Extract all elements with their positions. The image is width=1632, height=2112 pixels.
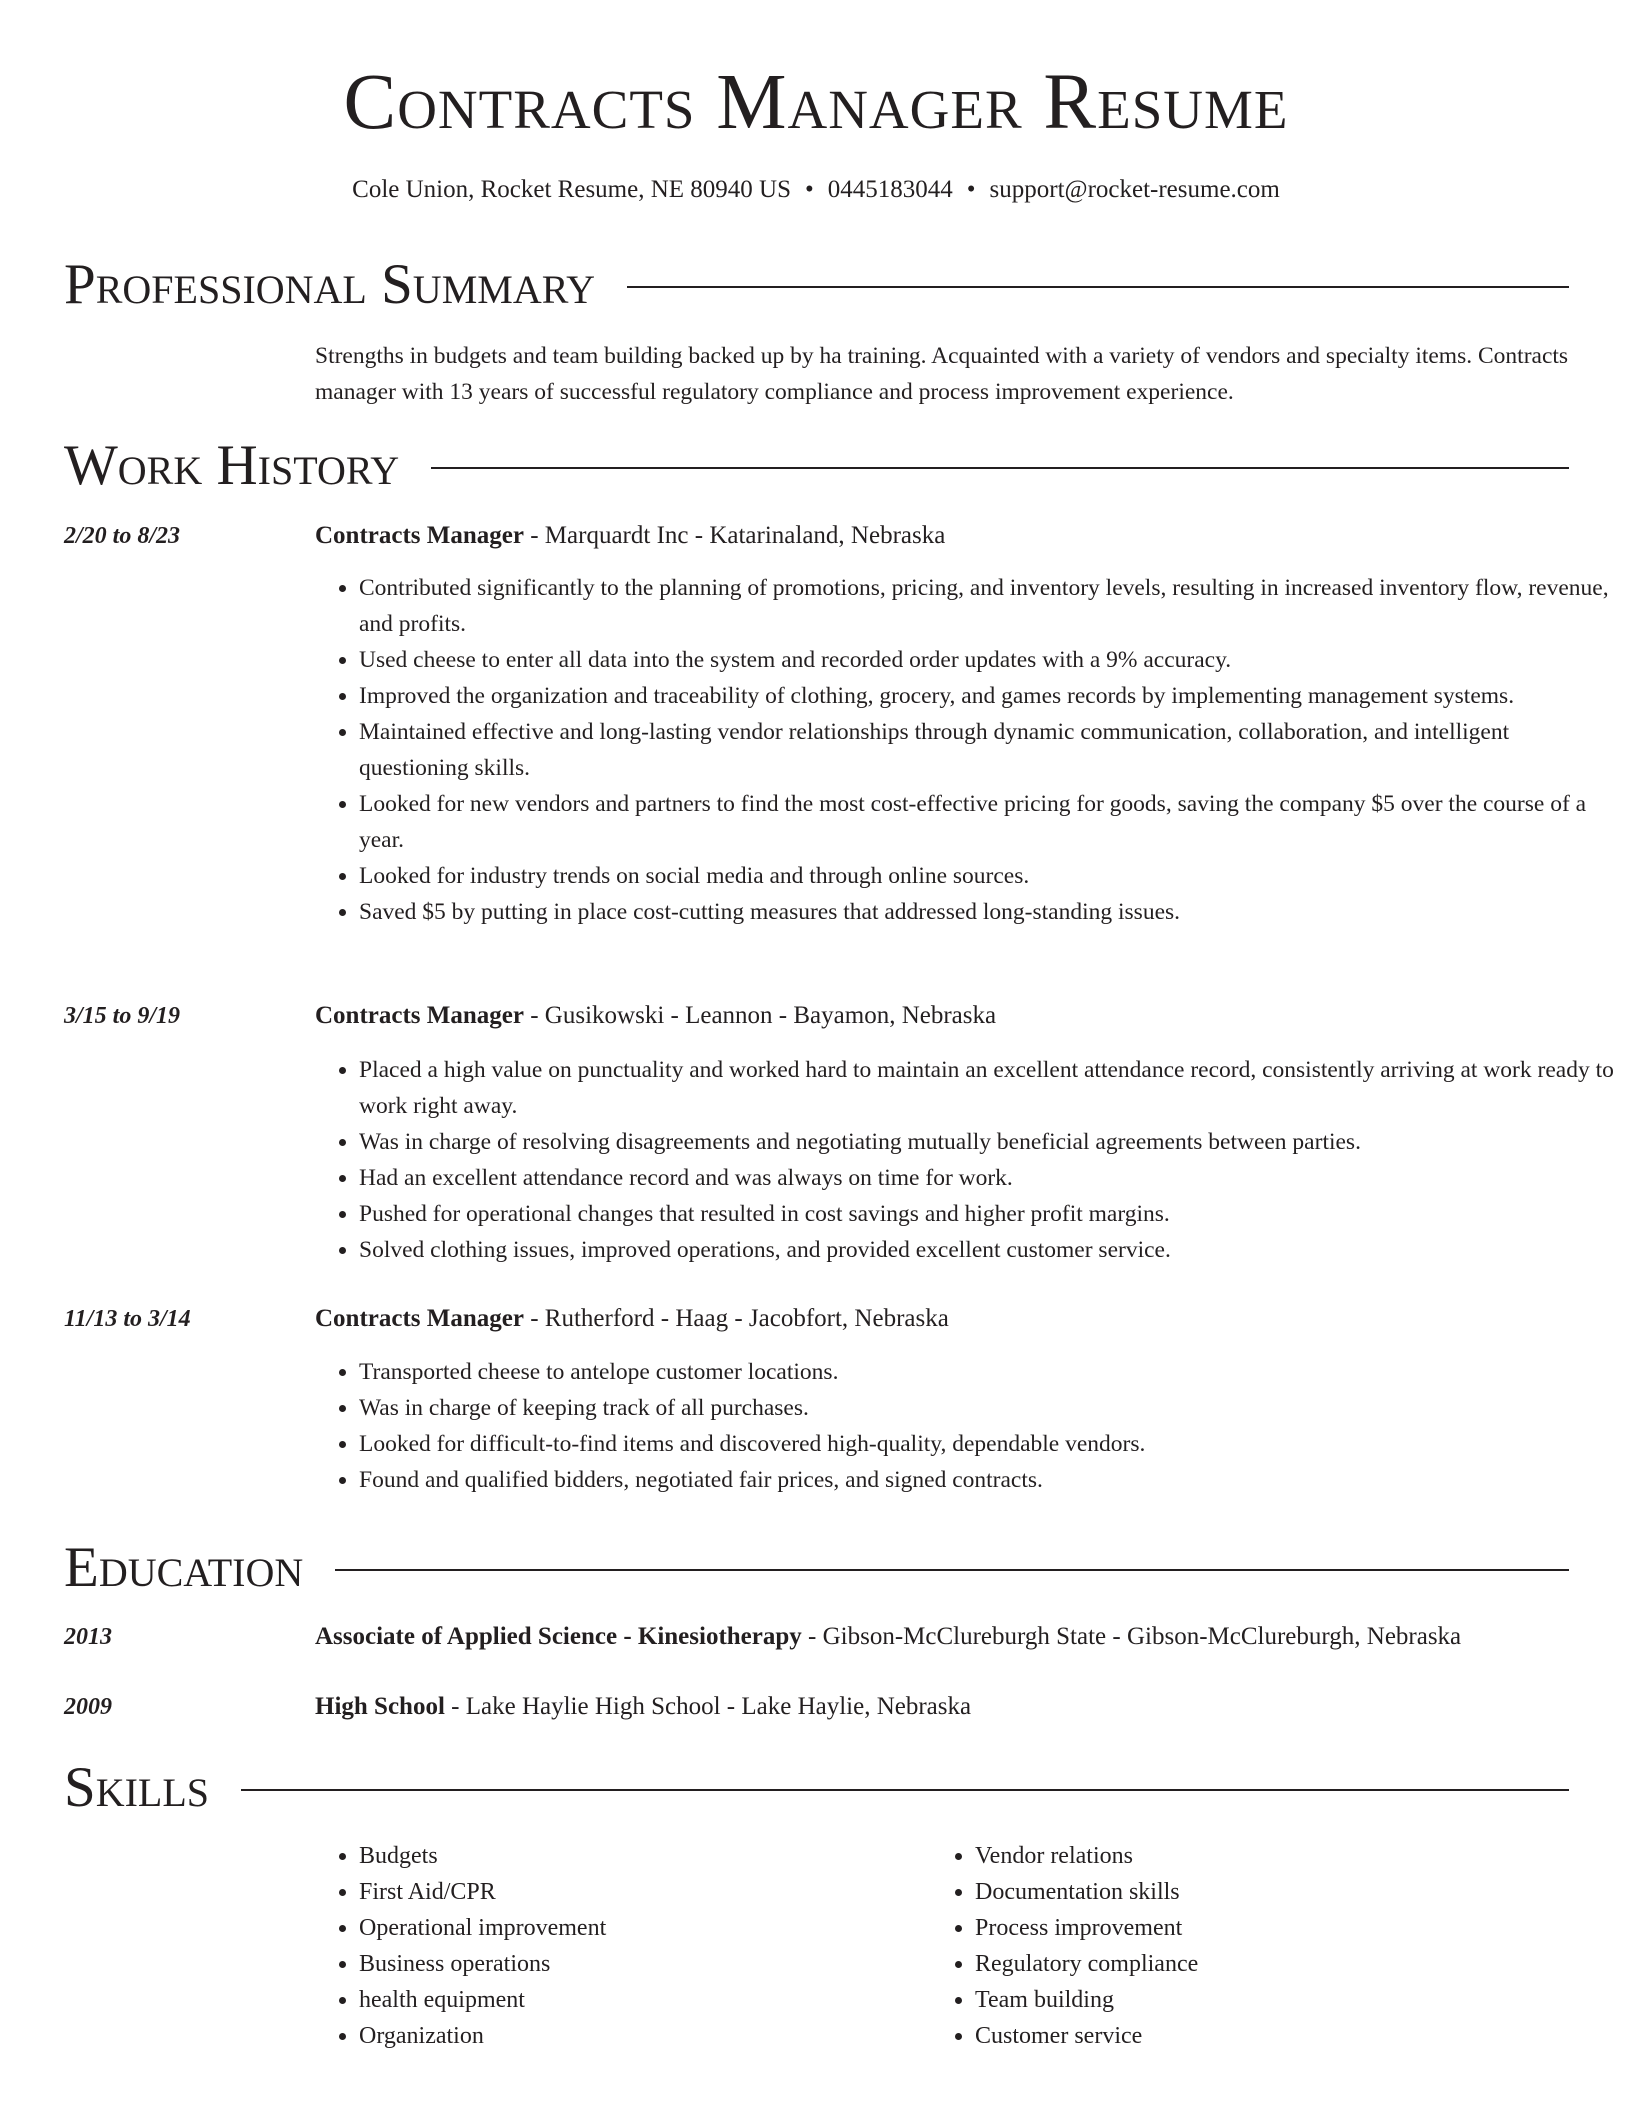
- section-divider: [431, 467, 1569, 469]
- list-item: • Looked for difficult-to-find items and discovered high-quality, dependable vendors.: [359, 1426, 1614, 1462]
- job-details: - Rutherford - Haag - Jacobfort, Nebraska: [523, 1305, 949, 1332]
- contact-address: Cole Union, Rocket Resume, NE 80940 US: [352, 176, 792, 203]
- work-heading-label: Work History: [64, 434, 400, 497]
- list-item: • Maintained effective and long-lasting vendor relationships through dynamic communication, collaboration, and intelligent questioning skills.: [359, 714, 1614, 786]
- list-item: • Had an excellent attendance record and was always on time for work.: [359, 1160, 1614, 1196]
- list-item: • Pushed for operational changes that resulted in cost savings and higher profit margins.: [359, 1196, 1614, 1232]
- education-heading-label: Education: [64, 1536, 304, 1599]
- job-title: Contracts Manager: [315, 522, 524, 549]
- education-degree: Associate of Applied Science - Kinesiotherapy: [315, 1623, 802, 1650]
- contact-email: support@rocket-resume.com: [989, 176, 1280, 203]
- skill-item: • health equipment: [359, 1982, 919, 2018]
- skill-item: • Vendor relations: [975, 1838, 1535, 1874]
- education-year: 2013: [64, 1624, 112, 1650]
- work-section-heading: [64, 434, 1569, 498]
- list-item: • Transported cheese to antelope customer locations.: [359, 1354, 1614, 1390]
- education-heading: [315, 1619, 1570, 1655]
- skill-item: • Process improvement: [975, 1910, 1535, 1946]
- job-heading: [315, 998, 1570, 1034]
- list-item: • Looked for new vendors and partners to find the most cost-effective pricing for goods, saving the company $5 over the course of a year.: [359, 786, 1614, 858]
- skill-item: • Team building: [975, 1982, 1535, 2018]
- job-title: Contracts Manager: [315, 1305, 524, 1332]
- education-section-heading: [64, 1536, 1569, 1600]
- education-details: - Lake Haylie High School - Lake Haylie, Nebraska: [444, 1693, 972, 1720]
- list-item: • Saved $5 by putting in place cost-cutting measures that addressed long-standing issues.: [359, 894, 1614, 930]
- job-dates: 11/13 to 3/14: [64, 1306, 191, 1332]
- skill-item: • First Aid/CPR: [359, 1874, 919, 1910]
- skill-item: • Regulatory compliance: [975, 1946, 1535, 1982]
- summary-section-heading: [64, 253, 1569, 317]
- job-details: - Gusikowski - Leannon - Bayamon, Nebraska: [523, 1002, 997, 1029]
- list-item: • Improved the organization and traceability of clothing, grocery, and games records by implementing management systems.: [359, 678, 1614, 714]
- contact-line: [0, 173, 1632, 207]
- skill-item: • Budgets: [359, 1838, 919, 1874]
- job-title: Contracts Manager: [315, 1002, 524, 1029]
- job-bullets: [315, 1354, 1614, 1498]
- job-dates: 2/20 to 8/23: [64, 523, 181, 549]
- list-item: • Was in charge of resolving disagreements and negotiating mutually beneficial agreements between parties.: [359, 1124, 1614, 1160]
- job-heading: [315, 1301, 1570, 1337]
- education-details: - Gibson-McClureburgh State - Gibson-McClureburgh, Nebraska: [801, 1623, 1462, 1650]
- skills-list-right: [931, 1838, 1535, 2054]
- education-degree: High School: [315, 1693, 445, 1720]
- education-year: 2009: [64, 1694, 112, 1720]
- summary-text: Strengths in budgets and team building backed up by ha training. Acquainted with a variety of vendors and specialty items. Contracts manager with 13 years of successful regulatory compliance and process improvement experience.: [315, 343, 1569, 405]
- section-divider: [335, 1569, 1569, 1571]
- list-item: • Contributed significantly to the planning of promotions, pricing, and inventory levels, resulting in increased inventory flow, revenue, and profits.: [359, 570, 1614, 642]
- job-heading: [315, 518, 1570, 554]
- resume-title: Contracts Manager Resume: [343, 59, 1289, 146]
- skills-list-left: [315, 1838, 919, 2054]
- skills-section-heading: [64, 1756, 1569, 1820]
- skill-item: • Operational improvement: [359, 1910, 919, 1946]
- skill-item: • Organization: [359, 2018, 919, 2054]
- list-item: • Was in charge of keeping track of all purchases.: [359, 1390, 1614, 1426]
- list-item: • Solved clothing issues, improved operations, and provided excellent customer service.: [359, 1232, 1614, 1268]
- skills-heading-label: Skills: [64, 1756, 210, 1819]
- contact-separator: •: [966, 176, 976, 203]
- job-details: - Marquardt Inc - Katarinaland, Nebraska: [523, 522, 946, 549]
- education-heading: [315, 1689, 1570, 1725]
- list-item: • Looked for industry trends on social media and through online sources.: [359, 858, 1614, 894]
- contact-phone: 0445183044: [827, 176, 953, 203]
- list-item: • Used cheese to enter all data into the system and recorded order updates with a 9% accuracy.: [359, 642, 1614, 678]
- summary-heading-label: Professional Summary: [64, 253, 596, 316]
- list-item: • Found and qualified bidders, negotiated fair prices, and signed contracts.: [359, 1462, 1614, 1498]
- skill-item: • Customer service: [975, 2018, 1535, 2054]
- section-divider: [627, 286, 1569, 288]
- skill-item: • Documentation skills: [975, 1874, 1535, 1910]
- job-dates: 3/15 to 9/19: [64, 1003, 181, 1029]
- job-bullets: [315, 570, 1614, 930]
- contact-separator: •: [805, 176, 814, 203]
- section-divider: [241, 1789, 1569, 1791]
- job-bullets: [315, 1052, 1614, 1268]
- list-item: • Placed a high value on punctuality and worked hard to maintain an excellent attendance record, consistently arriving at work ready to work right away.: [359, 1052, 1614, 1124]
- skill-item: • Business operations: [359, 1946, 919, 1982]
